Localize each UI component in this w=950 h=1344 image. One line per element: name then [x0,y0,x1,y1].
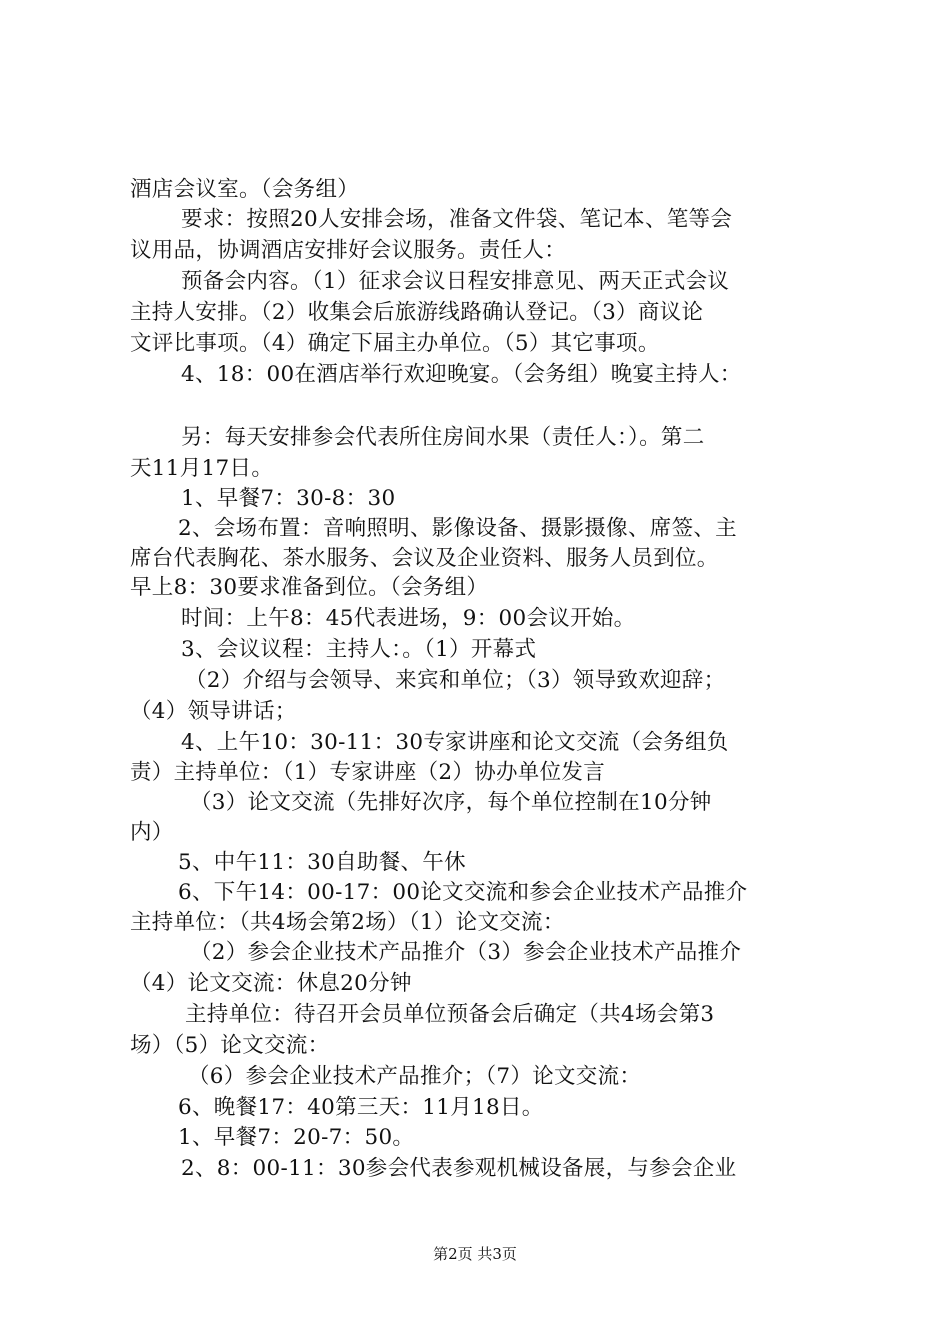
text-line: 责）主持单位：（1）专家讲座（2）协办单位发言 [130,760,606,785]
text-line: 3、会议议程：主持人：。（1）开幕式 [181,637,537,662]
text-line: 早上8：30要求准备到位。（会务组） [130,575,489,600]
text-line: （4）领导讲话； [130,699,297,724]
text-line: 预备会内容。（1）征求会议日程安排意见、两天正式会议 [181,269,730,294]
text-line: （6）参会企业技术产品推介；（7）论文交流： [188,1064,642,1089]
text-line: 主持单位：待召开会员单位预备会后确定（共4场会第3 [185,1002,715,1027]
text-line: 另：每天安排参会代表所住房间水果（责任人：）。第二 [181,425,705,450]
text-line: 议用品，协调酒店安排好会议服务。责任人： [130,238,567,263]
text-line: 时间：上午8：45代表进场，9：00会议开始。 [181,606,636,631]
text-line: （2）介绍与会领导、来宾和单位；（3）领导致欢迎辞； [185,668,726,693]
text-line: 6、晚餐17：40第三天：11月18日。 [178,1095,544,1120]
text-line: 2、8：00-11：30参会代表参观机械设备展，与参会企业 [181,1156,737,1181]
text-line: 文评比事项。（4）确定下届主办单位。（5）其它事项。 [130,331,660,356]
text-line: 4、上午10：30-11：30专家讲座和论文交流（会务组负 [181,730,729,755]
text-line: 天11月17日。 [130,456,274,481]
text-line: 2、会场布置：音响照明、影像设备、摄影摄像、席签、主 [178,516,737,541]
text-line: 4、18：00在酒店举行欢迎晚宴。（会务组）晚宴主持人： [181,362,742,387]
text-line: 要求：按照20人安排会场，准备文件袋、笔记本、笔等会 [181,207,733,232]
text-line: 席台代表胸花、茶水服务、会议及企业资料、服务人员到位。 [130,546,719,571]
text-line: 内） [130,820,174,845]
text-line: 主持单位：（共4场会第2场）（1）论文交流： [130,910,565,935]
text-line: （4）论文交流：休息20分钟 [130,971,412,996]
text-line: 酒店会议室。（会务组） [130,177,360,202]
text-line: （2）参会企业技术产品推介（3）参会企业技术产品推介 [190,940,742,965]
text-line: 场）（5）论文交流： [130,1033,330,1058]
text-line: 6、下午14：00-17：00论文交流和参会企业技术产品推介 [178,880,748,905]
page-footer: 第2页 共3页 [433,1245,517,1263]
text-line: 1、早餐7：30-8：30 [181,486,396,511]
text-line: 1、早餐7：20-7：50。 [178,1125,415,1150]
text-line: （3）论文交流（先排好次序，每个单位控制在10分钟 [190,790,712,815]
text-line: 主持人安排。（2）收集会后旅游线路确认登记。（3）商议论 [130,300,704,325]
text-line: 5、中午11：30自助餐、午休 [178,850,466,875]
